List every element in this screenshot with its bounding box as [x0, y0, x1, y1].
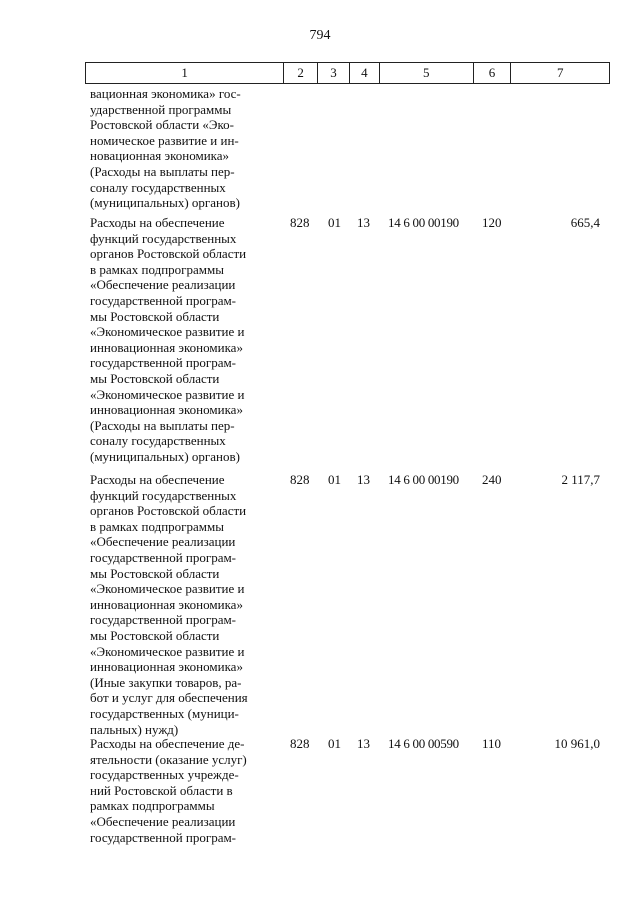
row-sum: 2 117,7 [561, 472, 600, 487]
row-pr: 13 [357, 736, 370, 751]
page-number: 794 [309, 28, 331, 43]
header-col-4: 4 [349, 63, 379, 83]
row-rz: 01 [328, 472, 341, 487]
row-sum: 10 961,0 [554, 736, 600, 751]
header-col-1: 1 [181, 65, 188, 80]
row-vr: 240 [482, 472, 502, 487]
table-header [85, 62, 610, 84]
row-description: вационная экономика» гос- ударственной программы Ростовской области «Эко- номическое развитие и ин- новационная экономика» (Расходы на выплаты пер- соналу государственных (муниципальных) органов) [90, 86, 241, 211]
row-description: Расходы на обеспечение функций государственных органов Ростовской области в рамках подпрограммы «Обеспечение реализации государственной програм- мы Ростовской области «Экономическое развитие и инновационная экономика» государственной програм- мы Ростовской области «Экономическое развитие и инновационная экономика» (Иные закупки товаров, ра- бот и услуг для обеспечения государственных (муници- пальных) нужд) [90, 472, 248, 737]
header-col-3: 3 [317, 63, 349, 83]
row-rz: 01 [328, 215, 341, 230]
row-csr: 14 6 00 00590 [388, 736, 459, 751]
row-vr: 120 [482, 215, 502, 230]
row-vr: 110 [482, 736, 502, 751]
row-pr: 13 [357, 472, 370, 487]
row-ved: 828 [290, 472, 310, 487]
row-rz: 01 [328, 736, 341, 751]
header-col-6: 6 [473, 63, 511, 83]
row-csr: 14 6 00 00190 [388, 472, 459, 487]
row-description: Расходы на обеспечение функций государственных органов Ростовской области в рамках подпрограммы «Обеспечение реализации государственной програм- мы Ростовской области «Экономическое развитие и инновационная экономика» государственной програм- мы Ростовской области «Экономическое развитие и инновационная экономика» (Расходы на выплаты пер- соналу государственных (муниципальных) органов) [90, 215, 247, 464]
row-ved: 828 [290, 215, 310, 230]
row-pr: 13 [357, 215, 370, 230]
row-ved: 828 [290, 736, 310, 751]
header-col-5: 5 [379, 63, 473, 83]
header-col-7: 7 [510, 63, 609, 83]
row-csr: 14 6 00 00190 [388, 215, 459, 230]
header-col-2: 2 [283, 63, 317, 83]
row-sum: 665,4 [570, 215, 600, 230]
row-description: Расходы на обеспечение де- ятельности (оказание услуг) государственных учрежде- ний Ростовской области в рамках подпрограммы «Обеспечение реализации государственной програм- [90, 736, 247, 845]
